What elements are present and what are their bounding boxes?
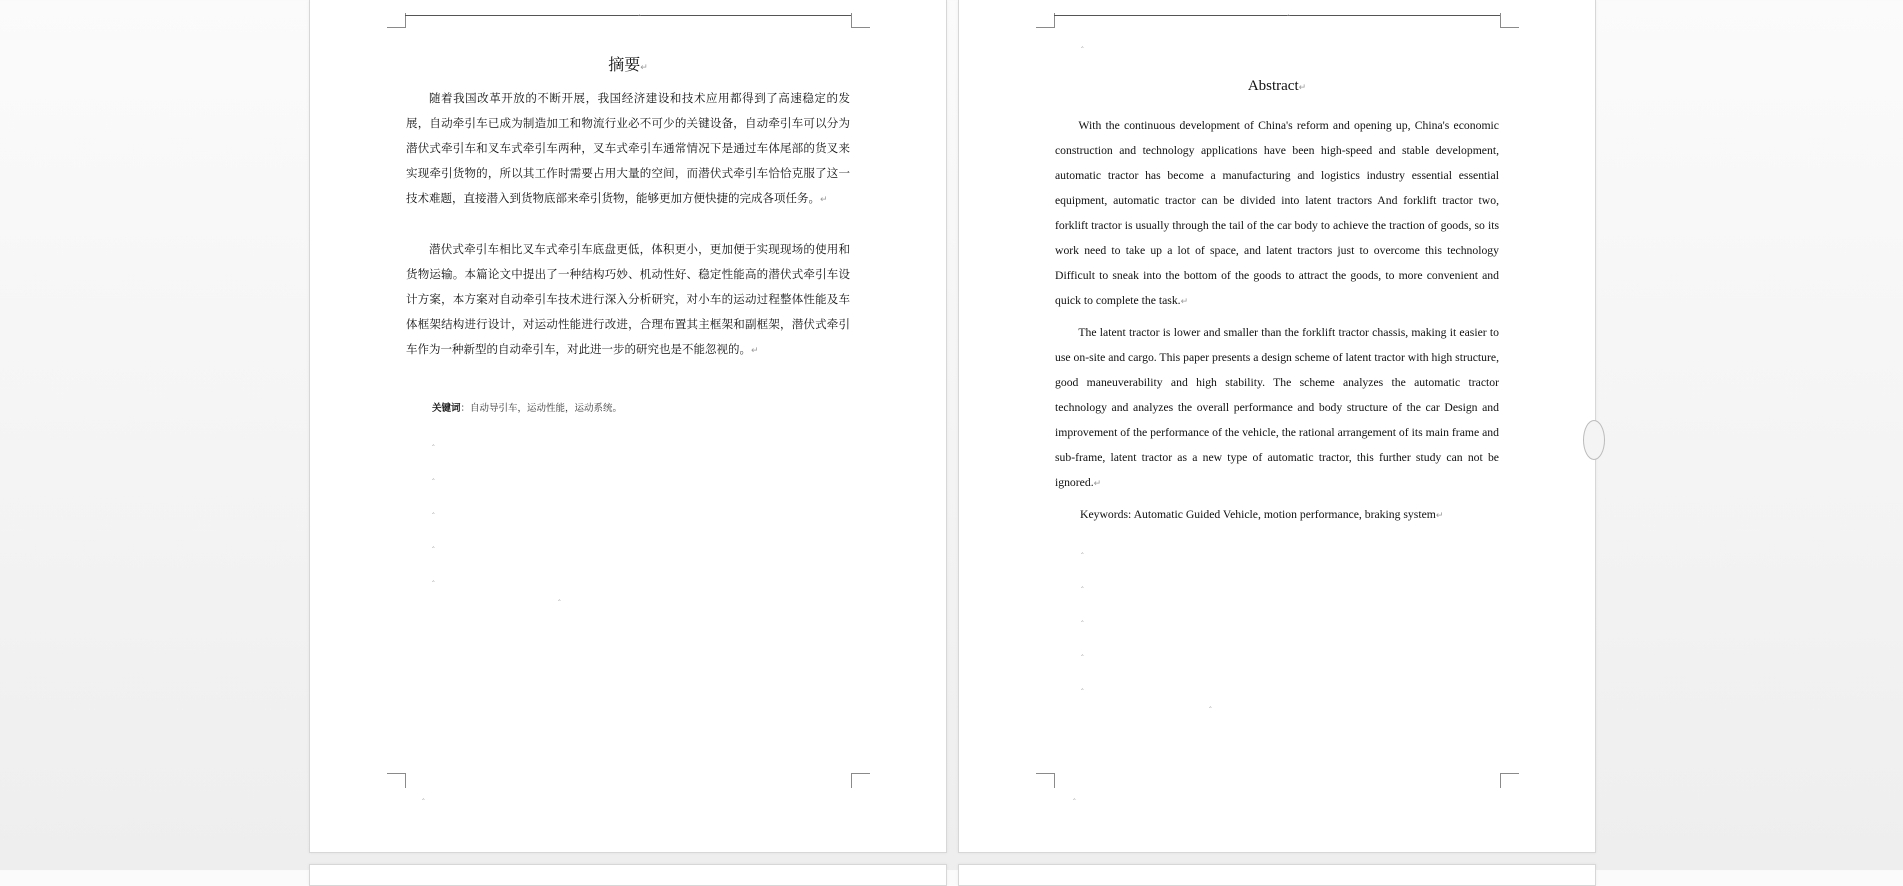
empty-paragraph-mark: ‸ <box>432 539 435 548</box>
paragraph-mark: ↵ <box>640 63 648 73</box>
crop-mark-bottom-left <box>1036 773 1055 788</box>
empty-paragraph-mark: ‸ <box>432 437 435 446</box>
header-line <box>1054 15 1500 16</box>
section-break-mark: ‸ <box>558 592 561 601</box>
footer-paragraph-mark: ‸ <box>1073 791 1076 800</box>
paragraph-mark: ↵ <box>1093 478 1102 488</box>
title-text: Abstract <box>1247 78 1299 94</box>
empty-paragraph-mark: ‸ <box>432 505 435 514</box>
section-break-mark: ‸ <box>1209 699 1212 708</box>
crop-mark-top-right <box>1500 13 1519 28</box>
header-line <box>405 15 851 16</box>
keywords-label: 关键词 <box>432 403 461 414</box>
empty-paragraph-mark: ‸ <box>1081 579 1084 588</box>
document-page-abstract-en <box>958 0 1596 853</box>
document-page-abstract-cn <box>309 0 947 853</box>
document-page-next-right <box>958 864 1596 886</box>
empty-paragraph-mark: ‸ <box>1081 613 1084 622</box>
empty-paragraph-mark: ‸ <box>1081 545 1084 554</box>
paragraph-mark: ↵ <box>820 195 828 205</box>
paragraph-mark: ↵ <box>1180 296 1189 306</box>
keywords-text: Keywords: Automatic Guided Vehicle, motion performance, braking system <box>1080 508 1436 521</box>
crop-mark-bottom-left <box>387 773 406 788</box>
abstract-paragraph-1[interactable] <box>406 86 850 213</box>
scroll-handle[interactable] <box>1583 420 1605 460</box>
title-text: 摘要 <box>608 55 641 74</box>
paragraph-text: The latent tractor is lower and smaller than the forklift tractor chassis, making it easier to use on-site and cargo. This paper presents a design scheme of latent tractor with high structure, good maneuverability and high stability. The scheme analyzes the automatic tractor technology and analyzes the overall performance and body structure of the car Design and improvement of the performance of the vehicle, the rational arrangement of its main frame and sub-frame, latent tractor as a new type of automatic tractor, this further study can not be ignored. <box>1055 326 1499 489</box>
empty-paragraph-mark: ‸ <box>432 471 435 480</box>
page-title[interactable] <box>310 52 946 75</box>
empty-paragraph-mark: ‸ <box>1081 647 1084 656</box>
paragraph-mark: ↵ <box>1298 82 1307 92</box>
paragraph-text: 随着我国改革开放的不断开展，我国经济建设和技术应用都得到了高速稳定的发展，自动牵引车已成为制造加工和物流行业必不可少的关键设备，自动牵引车可以分为潜伏式牵引车和叉车式牵引车两种，叉车式牵引车通常情况下是通过车体尾部的货叉来实现牵引货物的，所以其工作时需要占用大量的空间，而潜伏式牵引车恰恰克服了这一技术难题，直接潜入到货物底部来牵引货物，能够更加方便快捷的完成各项任务。 <box>406 91 850 205</box>
crop-mark-bottom-right <box>1500 773 1519 788</box>
crop-mark-top-right <box>851 13 870 28</box>
paragraph-text: With the continuous development of China's reform and opening up, China's economic construction and technology applications have been high-speed and stable development, automatic tractor has become a manufacturing and logistics industry essential essential equipment, automatic tractor can be divided into latent tractors And forklift tractor two, forklift tractor is usually through the tail of the car body to achieve the traction of goods, so its work need to take up a lot of space, and latent tractors just to overcome this technology Difficult to sneak into the bottom of the goods to attract the goods, to more convenient and quick to complete the task. <box>1055 119 1499 307</box>
empty-paragraph-mark: ‸ <box>1081 681 1084 690</box>
abstract-paragraph-2[interactable] <box>406 237 850 364</box>
abstract-paragraph-2[interactable] <box>1055 320 1499 496</box>
keywords-text: ：自动导引车，运动性能，运动系统。 <box>460 403 623 414</box>
paragraph-text: 潜伏式牵引车相比叉车式牵引车底盘更低，体积更小，更加便于实现现场的使用和货物运输。本篇论文中提出了一种结构巧妙、机动性好、稳定性能高的潜伏式牵引车设计方案，本方案对自动牵引车技术进行深入分析研究，对小车的运动过程整体性能及车体框架结构进行设计，对运动性能进行改进，合理布置其主框架和副框架，潜伏式牵引车作为一种新型的自动牵引车，对此进一步的研究也是不能忽视的。 <box>406 242 850 356</box>
footer-paragraph-mark: ‸ <box>422 791 425 800</box>
crop-mark-top-left <box>387 13 406 28</box>
empty-paragraph-mark: ‸ <box>432 573 435 582</box>
abstract-paragraph-1[interactable] <box>1055 113 1499 314</box>
header-paragraph-mark: ‸ <box>638 7 641 16</box>
paragraph-mark: ↵ <box>751 346 759 356</box>
document-page-next-left <box>309 864 947 886</box>
header-paragraph-mark: ‸ <box>1287 7 1290 16</box>
empty-paragraph-mark: ‸ <box>1081 39 1084 48</box>
crop-mark-top-left <box>1036 13 1055 28</box>
keywords-line[interactable] <box>432 400 622 414</box>
keywords-line[interactable] <box>1080 508 1443 521</box>
crop-mark-bottom-right <box>851 773 870 788</box>
paragraph-mark: ↵ <box>1435 510 1444 520</box>
page-title[interactable] <box>959 78 1595 95</box>
